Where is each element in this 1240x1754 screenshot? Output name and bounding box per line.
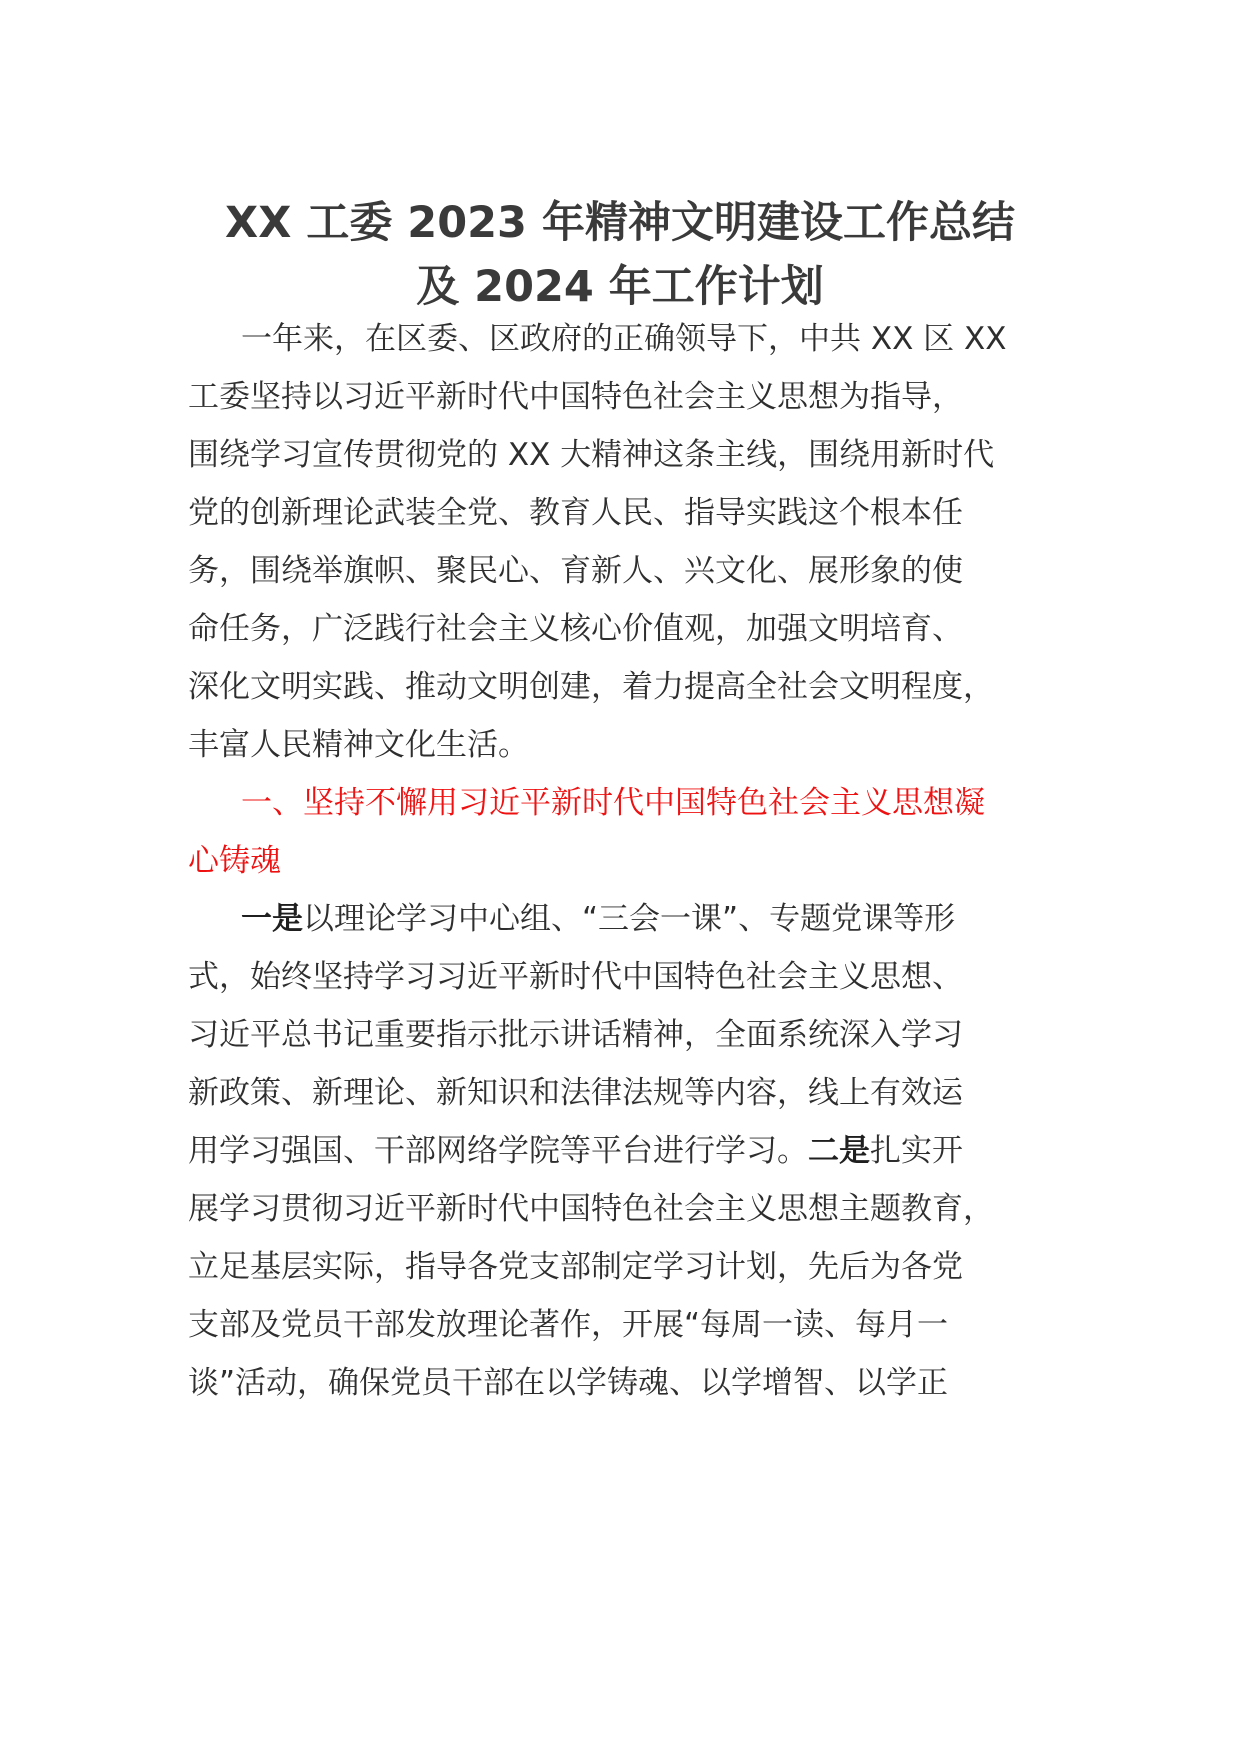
intro-paragraph-line: 工委坚持以习近平新时代中国特色社会主义思想为指导， xyxy=(188,379,963,415)
section-1-heading-line-2: 心铸魂 xyxy=(188,843,281,879)
intro-paragraph-line: 党的创新理论武装全党、教育人民、指导实践这个根本任 xyxy=(188,495,963,531)
section-1-body-line: 习近平总书记重要指示批示讲话精神，全面系统深入学习 xyxy=(188,1017,963,1053)
intro-paragraph-line: 一年来，在区委、区政府的正确领导下，中共 XX 区 XX xyxy=(241,321,1007,357)
point-two-marker: 二是 xyxy=(808,1133,870,1169)
intro-paragraph-line: 围绕学习宣传贯彻党的 XX 大精神这条主线，围绕用新时代 xyxy=(188,437,995,473)
section-1-body-line: 立足基层实际，指导各党支部制定学习计划，先后为各党 xyxy=(188,1249,963,1285)
section-1-body-line: 新政策、新理论、新知识和法律法规等内容，线上有效运 xyxy=(188,1075,963,1111)
intro-paragraph-line: 丰富人民精神文化生活。 xyxy=(188,727,529,763)
section-1-body-line xyxy=(188,1126,1058,1176)
section-1-body-text: 用学习强国、干部网络学院等平台进行学习。 xyxy=(188,1133,808,1169)
point-one-marker: 一是 xyxy=(241,901,303,937)
intro-paragraph-line: 务，围绕举旗帜、聚民心、育新人、兴文化、展形象的使 xyxy=(188,553,963,589)
section-1-body-line: 式，始终坚持学习习近平新时代中国特色社会主义思想、 xyxy=(188,959,963,995)
document-title-line-1: XX 工委 2023 年精神文明建设工作总结 xyxy=(225,198,1015,248)
section-1-body-line: 支部及党员干部发放理论著作，开展“每周一读、每月一 xyxy=(188,1307,949,1343)
section-1-body-text: 扎实开 xyxy=(870,1133,963,1169)
document-title-line-2: 及 2024 年工作计划 xyxy=(416,262,824,312)
intro-paragraph-line: 深化文明实践、推动文明创建，着力提高全社会文明程度， xyxy=(188,669,994,705)
section-1-body-text: 以理论学习中心组、“三会一课”、专题党课等形 xyxy=(303,901,956,937)
section-1-body-line: 谈”活动，确保党员干部在以学铸魂、以学增智、以学正 xyxy=(188,1365,949,1401)
section-1-body-line: 展学习贯彻习近平新时代中国特色社会主义思想主题教育， xyxy=(188,1191,994,1227)
section-1-heading-line-1: 一、坚持不懈用习近平新时代中国特色社会主义思想凝 xyxy=(241,785,985,821)
section-1-body-line xyxy=(241,894,1058,944)
intro-paragraph-line: 命任务，广泛践行社会主义核心价值观，加强文明培育、 xyxy=(188,611,963,647)
